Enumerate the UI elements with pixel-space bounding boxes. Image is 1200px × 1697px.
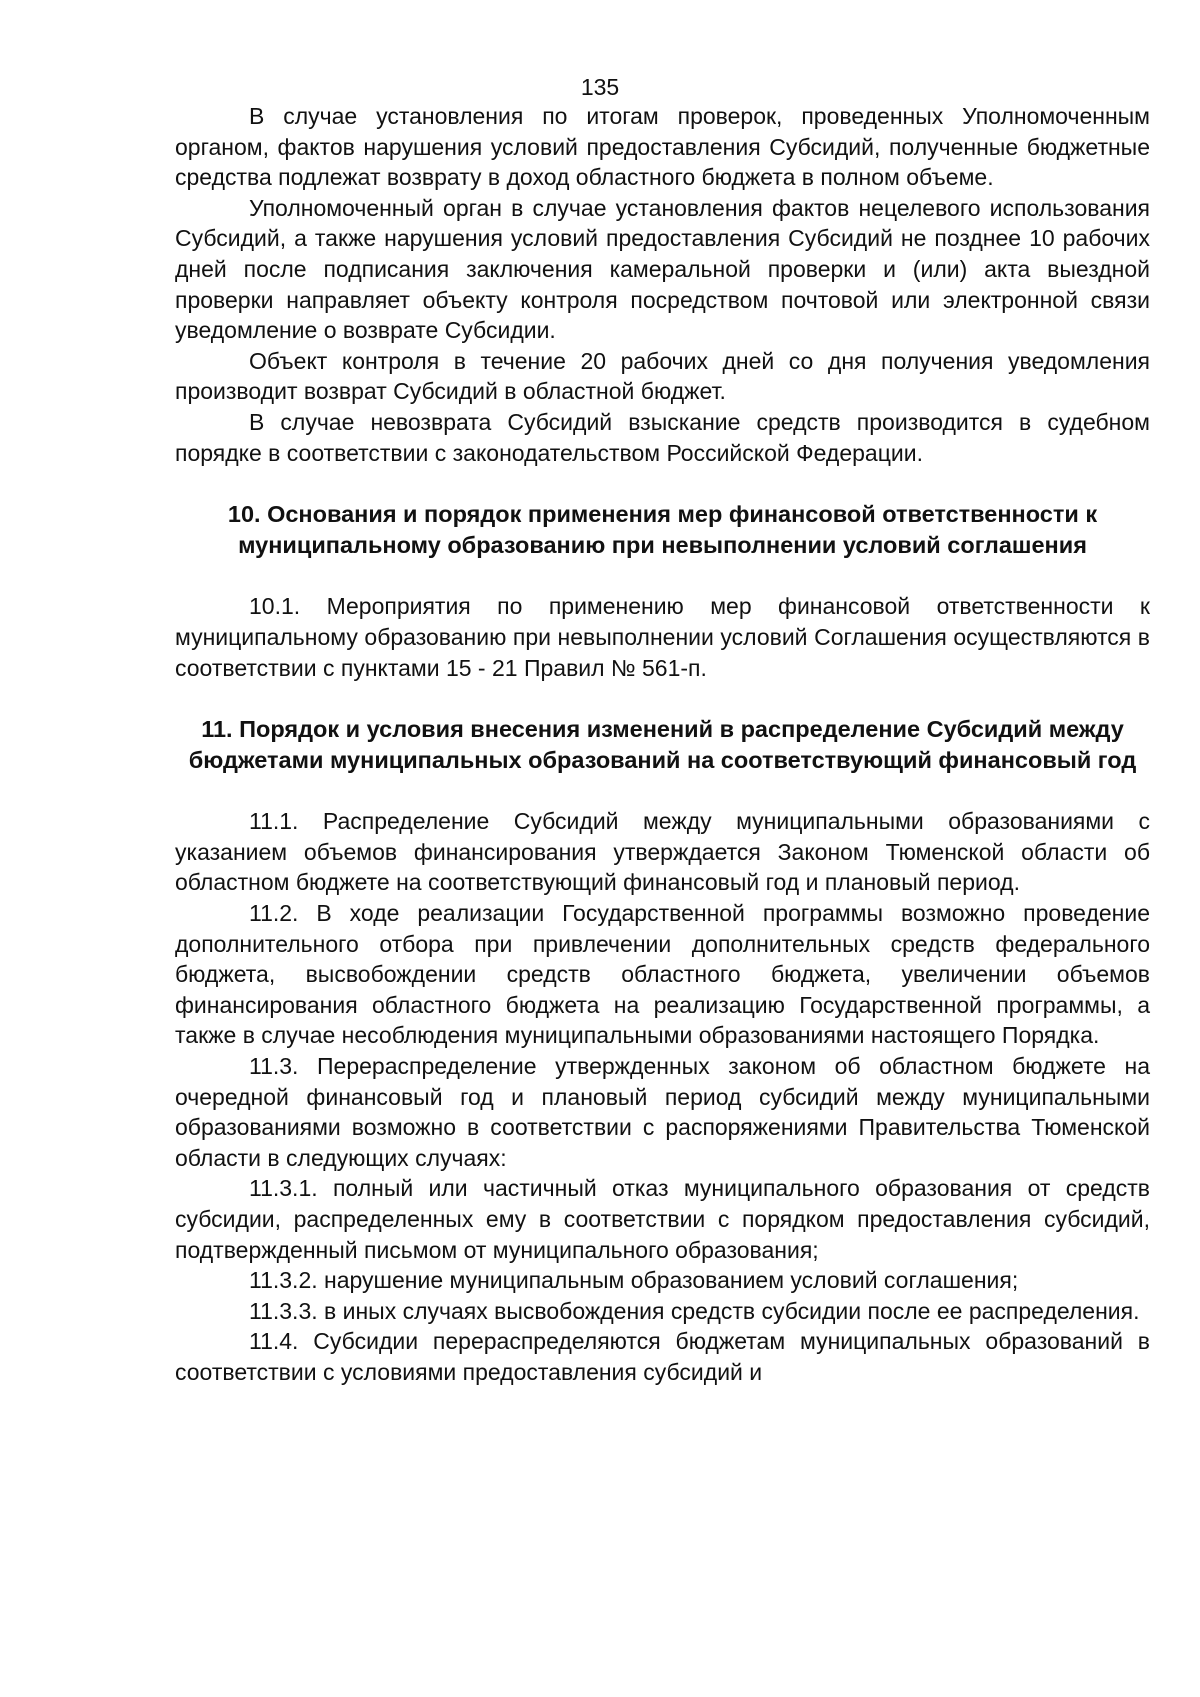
paragraph-notification: Уполномоченный орган в случае установления фактов нецелевого использования Субсидий, а также нарушения условий предоставления Субсидий не позднее 10 рабочих дней после подписания заключения камеральной проверки и (или) акта выездной проверки направляет объекту контроля посредством почтовой или электронной связи уведомление о возврате Субсидии. <box>175 194 1150 344</box>
paragraph-refund-violations: В случае установления по итогам проверок, проведенных Уполномоченным органом, фактов нарушения условий предоставления Субсидий, полученные бюджетные средства подлежат возврату в доход областного бюджета в полном объеме. <box>175 103 1150 191</box>
paragraph-10-1: 10.1. Мероприятия по применению мер финансовой ответственности к муниципальному образованию при невыполнении условий Соглашения осуществляются в соответствии с пунктами 15 - 21 Правил № 561-п. <box>175 593 1150 681</box>
section-heading-10: 10. Основания и порядок применения мер финансовой ответственности к муниципальному образованию при невыполнении условий соглашения <box>227 501 1098 558</box>
paragraph-11-2: 11.2. В ходе реализации Государственной программы возможно проведение дополнительного отбора при привлечении дополнительных средств федерального бюджета, высвобождении средств областного бюджета, увеличении объемов финансирования областного бюджета на реализацию Государственной программы, а также в случае несоблюдения муниципальными образованиями настоящего Порядка. <box>175 900 1150 1049</box>
paragraph-11-3-2: 11.3.2. нарушение муниципальным образованием условий соглашения; <box>249 1267 1019 1294</box>
paragraph-court-recovery: В случае невозврата Субсидий взыскание средств производится в судебном порядке в соответствии с законодательством Российской Федерации. <box>175 408 1150 466</box>
paragraph-11-4: 11.4. Субсидии перераспределяются бюджетам муниципальных образований в соответствии с условиями предоставления субсидий и <box>175 1328 1150 1385</box>
section-heading-11: 11. Порядок и условия внесения изменений в распределение Субсидий между бюджетами муниципальных образований на соответствующий финансовый год <box>188 716 1137 773</box>
paragraph-11-3-1: 11.3.1. полный или частичный отказ муниципального образования от средств субсидии, распределенных ему в соответствии с порядком предоставления субсидий, подтвержденный письмом от муниципального образования; <box>175 1175 1150 1263</box>
paragraph-refund-deadline: Объект контроля в течение 20 рабочих дней со дня получения уведомления производит возврат Субсидий в областной бюджет. <box>175 347 1150 405</box>
paragraph-11-1: 11.1. Распределение Субсидий между муниципальными образованиями с указанием объемов финансирования утверждается Законом Тюменской области об областном бюджете на соответствующий финансовый год и плановый период. <box>175 808 1150 896</box>
paragraph-11-3-3: 11.3.3. в иных случаях высвобождения средств субсидии после ее распределения. <box>249 1297 1140 1324</box>
page-number: 135 <box>580 74 620 100</box>
paragraph-11-3: 11.3. Перераспределение утвержденных законом об областном бюджете на очередной финансовый год и плановый период субсидий между муниципальными образованиями возможно в соответствии с распоряжениями Правительства Тюменской области в следующих случаях: <box>175 1053 1150 1171</box>
document-body <box>175 101 1150 1388</box>
